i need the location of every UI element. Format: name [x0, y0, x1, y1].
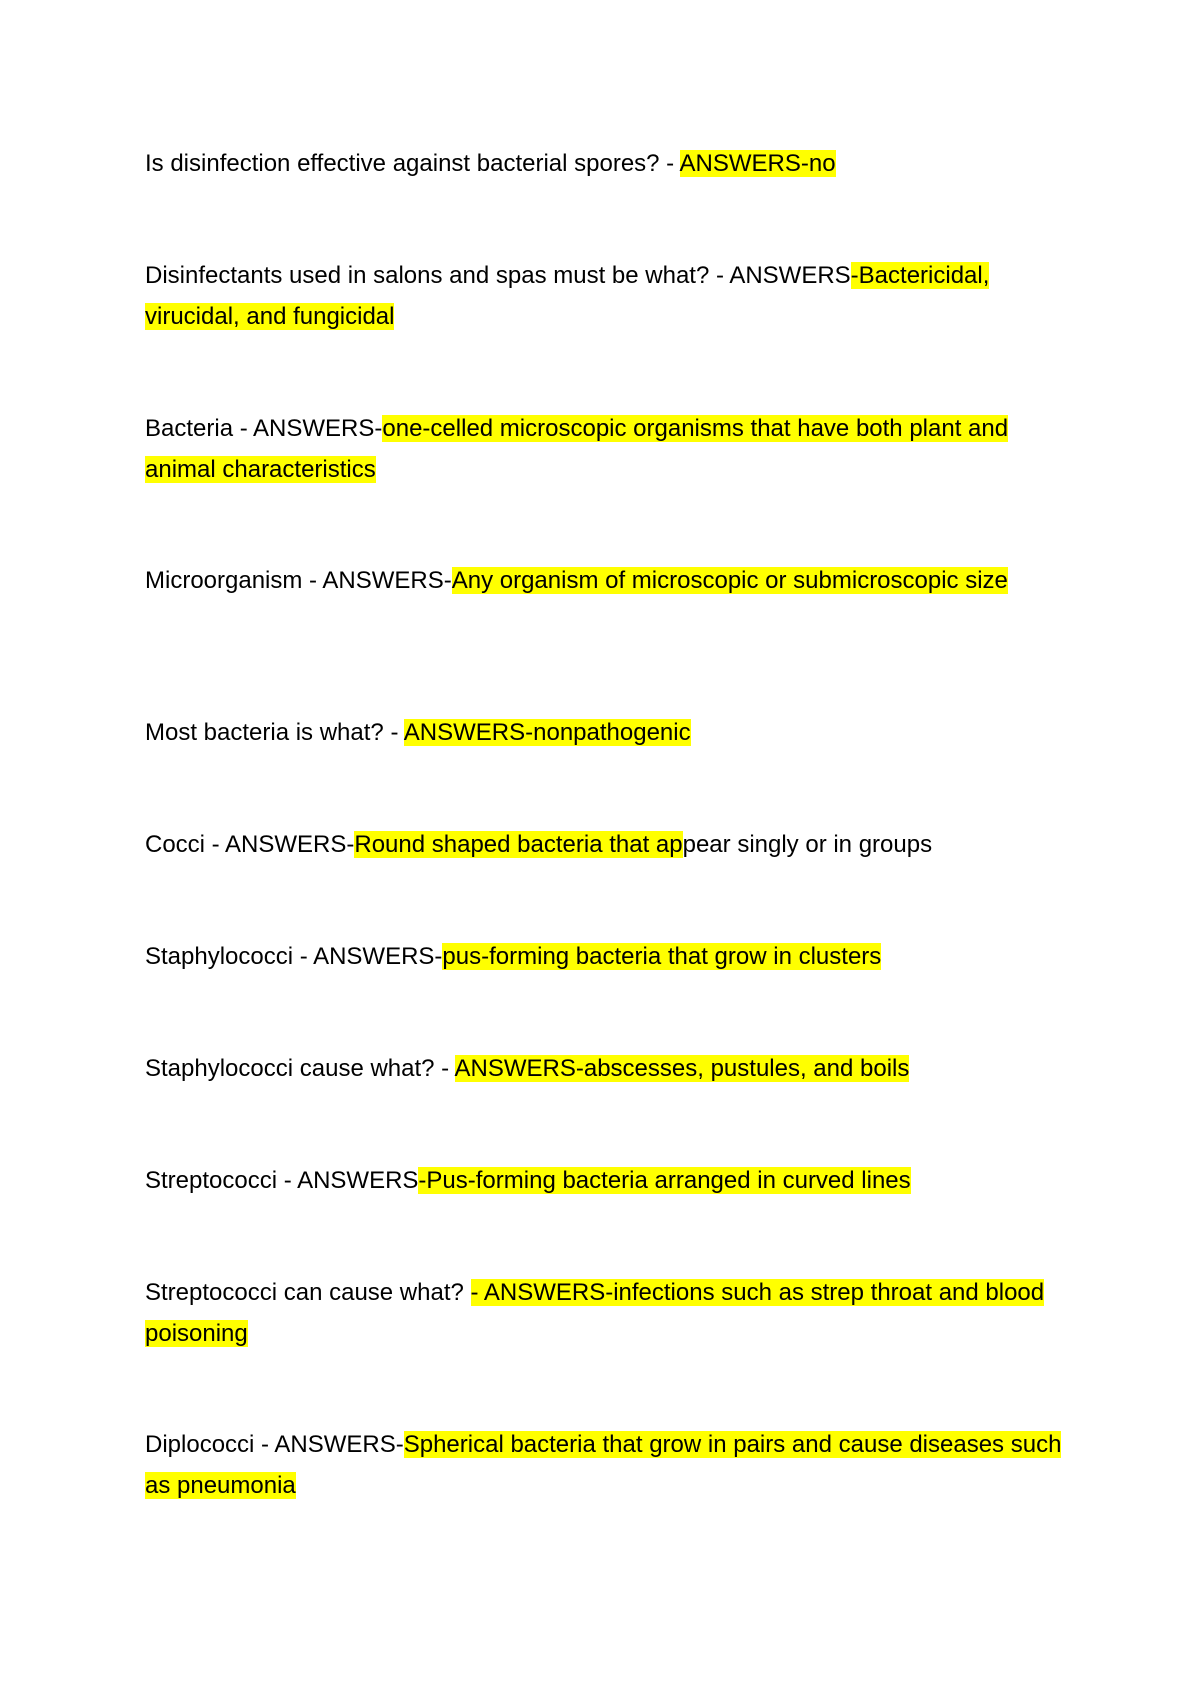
- qa-entry-staphylococci: [145, 936, 1065, 977]
- qa-entry-diplococci: [145, 1424, 1065, 1506]
- highlighted-answer: ANSWERS-abscesses, pustules, and boils: [454, 1055, 910, 1082]
- question-text: Staphylococci - ANSWERS-: [145, 943, 443, 970]
- question-text: Streptococci - ANSWERS: [145, 1167, 419, 1194]
- question-text: Staphylococci cause what? -: [145, 1055, 455, 1082]
- question-text: Disinfectants used in salons and spas must be what? - ANSWERS: [145, 262, 851, 289]
- highlighted-answer: pus-forming bacteria that grow in clusters: [442, 943, 882, 970]
- trailing-text: pear singly or in groups: [682, 831, 933, 858]
- question-text: Is disinfection effective against bacterial spores? -: [145, 150, 680, 177]
- highlighted-answer: one-celled microscopic organisms that have both plant and animal characteristics: [145, 415, 1009, 483]
- qa-entry-bacteria: [145, 408, 1065, 490]
- qa-entry-staphylococci-cause: [145, 1048, 1065, 1089]
- highlighted-answer: -Pus-forming bacteria arranged in curved lines: [418, 1167, 911, 1194]
- qa-entry-streptococci: [145, 1160, 1065, 1201]
- question-text: Cocci - ANSWERS-: [145, 831, 355, 858]
- question-text: Bacteria - ANSWERS-: [145, 415, 383, 442]
- question-text: Streptococci can cause what?: [145, 1279, 471, 1306]
- question-text: Diplococci - ANSWERS-: [145, 1431, 404, 1458]
- qa-entry-most-bacteria: [145, 712, 1065, 753]
- highlighted-answer: Round shaped bacteria that ap: [354, 831, 683, 858]
- question-text: Microorganism - ANSWERS-: [145, 567, 452, 594]
- highlighted-answer: Spherical bacteria that grow in pairs and cause diseases such as pneumonia: [145, 1431, 1062, 1499]
- highlighted-answer: - ANSWERS-infections such as strep throat and blood poisoning: [145, 1279, 1045, 1347]
- qa-entry-streptococci-cause: [145, 1272, 1065, 1354]
- highlighted-answer: ANSWERS-no: [679, 150, 836, 177]
- highlighted-answer: ANSWERS-nonpathogenic: [403, 719, 691, 746]
- qa-entry-disinfectants-salons: [145, 255, 1065, 337]
- qa-entry-cocci: [145, 824, 1065, 865]
- question-text: Most bacteria is what? -: [145, 719, 404, 746]
- qa-entry-microorganism: [145, 560, 1065, 601]
- qa-entry-disinfection-spores: [145, 143, 1065, 184]
- highlighted-answer: -Bactericidal, virucidal, and fungicidal: [145, 262, 990, 330]
- highlighted-answer: Any organism of microscopic or submicroscopic size: [451, 567, 1008, 594]
